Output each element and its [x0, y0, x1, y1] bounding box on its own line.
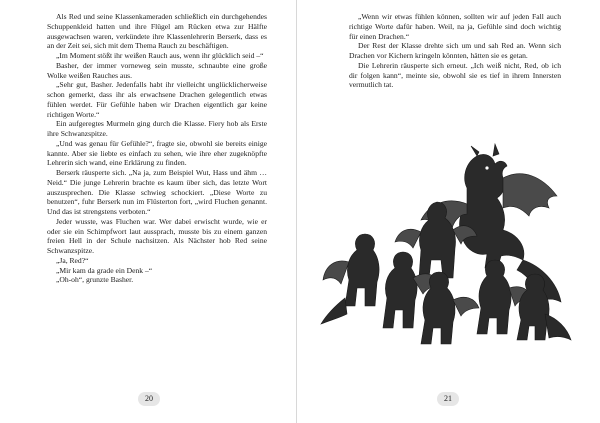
paragraph: Ein aufgeregtes Murmeln ging durch die Klasse. Fiery hob als Erste ihre Schwanzspitze.	[47, 119, 267, 138]
dragon-classroom-illustration-icon	[317, 138, 577, 353]
paragraph: Berserk räusperte sich. „Na ja, zum Beispiel Wut, Hass und ähm … Neid.“ Die junge Lehrerin brachte es kaum über sich, das letzte Wort auszusprechen. Die Klasse schwieg schockiert. „Diese Worte zu benutzen“, fuhr Berserk nun im Flüsterton fort, „wird Fluchen genannt. Und das ist strengstens verboten.“	[47, 168, 267, 216]
paragraph: Der Rest der Klasse drehte sich um und sah Red an. Wenn sich Drachen vor Kichern kringeln könnten, hätten sie es getan.	[349, 41, 561, 60]
paragraph: „Oh-oh“, grunzte Basher.	[56, 275, 134, 285]
paragraph: „Ja, Red?“	[56, 255, 89, 265]
page-number-left: 20	[138, 392, 160, 406]
paragraph: „Wenn wir etwas fühlen können, sollten wir auf jeden Fall auch richtige Worte dafür haben. Weil, na ja, Gefühle sind doch wichtig für einen Drachen.“	[349, 12, 561, 41]
page-number-right: 21	[437, 392, 459, 406]
paragraph: „Und was genau für Gefühle?“, fragte sie, obwohl sie bereits einige kannte. Aber sie liebte es einfach zu sehen, wie ihre eher zugeknöpfte Lehrerin sich wand, eine Erklärung zu finden.	[47, 138, 267, 168]
left-page	[0, 0, 297, 423]
paragraph: Die Lehrerin räusperte sich erneut. „Ich weiß nicht, Red, ob ich dir folgen kann“, meinte sie, obwohl sie es tief in ihrem Innersten vermutlich tat.	[349, 60, 561, 90]
right-page	[297, 0, 600, 423]
left-page-text	[47, 12, 267, 285]
paragraph: Basher, der immer vorneweg sein musste, schnaubte eine große Wolke weißen Rauches aus.	[47, 60, 267, 80]
student-dragon	[321, 234, 379, 324]
student-dragon	[421, 272, 479, 344]
student-dragon	[517, 274, 571, 340]
paragraph: „Im Moment stößt ihr weißen Rauch aus, wenn ihr glücklich seid –“	[56, 51, 264, 60]
paragraph: „Mir kam da grade ein Denk –“	[56, 265, 153, 275]
paragraph: Jeder wusste, was Fluchen war. Wer dabei erwischt wurde, wie er oder sie ein Schimpfwort laut aussprach, musste bis zu einem ganzen freien Hell in der Schule nachsitzen. Als Nächster hob Red seine Schwanzspitze.	[47, 216, 267, 255]
paragraph: Als Red und seine Klassenkameraden schließlich ein durchgehendes Schuppenkleid hatten und ihre Flügel am Rücken etwa zur Hälfte ausgewachsen waren, verkündete ihre Klassenlehrerin Berserk, dass es an der Zeit sei, sich mit dem Thema Rauch zu beschäftigen.	[47, 12, 267, 51]
paragraph: „Sehr gut, Basher. Jedenfalls habt ihr vielleicht unglücklicherweise schon gemerkt, dass ihr als erwachsene Drachen gelegentlich etwas fühlen werdet. Für Gefühle haben wir Drachen eigentlich gar keine richtigen Worte.“	[47, 80, 267, 119]
right-page-text	[349, 12, 561, 90]
